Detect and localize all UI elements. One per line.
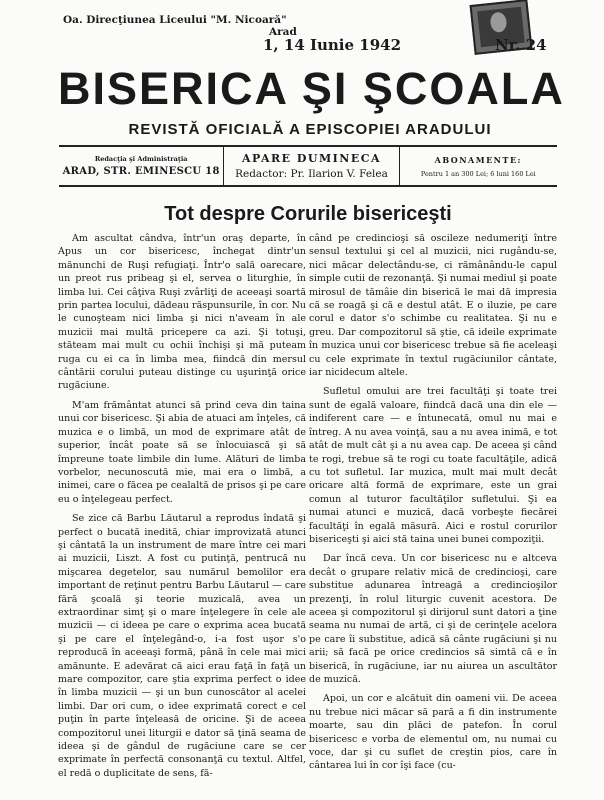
article-paragraph: Sufletul omului are trei facultăţi şi toate trei sunt de egală valoare, fiindcă dacă una din ele — indiferent care — e întunecată, omul nu mai e întreg. A nu avea voinţă, sau a nu avea inimă, e tot atât de mult cât şi a nu avea cap. De aceea şi când te rogi, trebue să te rogi cu toate facultăţile, adică cu tot sufletul. Iar muzica, mult mai mult decât oricare altă formă de exprimare, este un grai comun al tuturor facultăţilor sufletului. Şi ea numai atunci e muzică, dacă vorbeşte fiecărei facultăţi în egală măsură. Aici e rostul corurilor bisericeşti şi aici stă taina unei bunei compoziţii. bbox=[309, 386, 557, 545]
article-paragraph: Am ascultat cândva, într'un oraş departe, în Apus un cor bisericesc, închegat dintr'un mănunchi de Ruşi refugiaţi. Într'o sală oarecare, un preot rus pribeag şi el, servea o liturghie, în limba lui. Cei câţiva Ruşi zvârliţi de aceeaşi soartă prin partea locului, dădeau răspunsurile, în cor. Nu le cunoşteam nici limba şi nici n'aveam în ale muzicii mai multă pricepere ca azi. Şi totuşi, stăteam mai mult cu ochii închişi şi mă puteam ruga cu ei ca în limba mea, fiindcă din mersul cântării corului puteau distinge cu uşurinţă orice rugăciune. bbox=[58, 233, 306, 392]
stamp-line-2: Arad bbox=[269, 26, 297, 38]
article-paragraph: când pe credincioşi să oscileze nedumeriţi între sensul textului şi cel al muzicii, nici rugându-se, nici măcar delectându-se, ci rămânându-le capul simple cutii de rezonanţă. Şi numai mediul şi poate mirosul de tămâie din biserică le mai dă impresia că se roagă şi că e destul atât. E o iluzie, pe care corul e dator s'o schimbe cu realitatea. Şi nu e greu. Dar compozitorul să ştie, că ideile exprimate în muzica unui cor bisericesc trebue să fie aceleaşi cu cele exprimate în textul rugăciunilor cântate, iar nicidecum altele. bbox=[309, 233, 557, 379]
stamp-line-1: Oa. Direcţiunea Liceului "M. Nicoară" bbox=[63, 14, 287, 26]
library-stamp bbox=[63, 14, 297, 38]
info-bar bbox=[59, 145, 557, 187]
article-paragraph: Se zice că Barbu Lăutarul a reprodus îndată şi perfect o bucată inedită, chiar improvizată atunci şi cântată la un instrument de mare între cei mari ai muzicii, Liszt. A fost cu putinţă, pentrucă nu mişcarea degetelor, sau numărul bemolilor era important de reţinut pentru Barbu Lăutarul — care fără şcoală şi teorie muzicală, avea un extraordinar simţ şi o mare înţelegere în cele ale muzicii — ci ideea pe care o exprima acea bucată şi pe care el înţelegând-o, i-a fost uşor s'o reproducă în aceeaşi formă, până în cele mai mici amănunte. E adevărat că aici erau faţă în faţă un mare compozitor, care ştia exprima perfect o idee în limba muzicii — şi un bun cunoscător al acelei limbi. Dar ori cum, o idee exprimată corect e cel puţin în parte înţeleasă de oricine. Şi de aceea compozitorul unei liturgii e dator să ţină seama de ideea şi de gândul de rugăciune care se cer exprimate în perfectă consonanţă cu textul. Altfel, el redă o duplicitate de sens, fă- bbox=[58, 513, 306, 779]
subscriptions-price: Pentru 1 an 300 Lei; 6 luni 160 Lei bbox=[420, 169, 536, 178]
issue-number: Nr. 24 bbox=[495, 36, 547, 54]
appears-label: APARE DUMINECA bbox=[241, 152, 382, 165]
publication-info bbox=[224, 147, 399, 185]
subscriptions-label: ABONAMENTE: bbox=[434, 154, 522, 165]
article-column-left bbox=[58, 232, 306, 780]
article-column-right bbox=[309, 232, 557, 773]
subscriptions bbox=[400, 147, 557, 185]
article-paragraph: Apoi, un cor e alcătuit din oameni vii. De aceea nu trebue nici măcar să pară a fi din instrumente moarte, sau din plăci de patefon. În corul bisericesc e vorba de elementul om, nu numai cu voce, dar şi cu suflet de creştin pios, care în cântarea lui în cor îşi face (cu- bbox=[309, 693, 557, 772]
article-paragraph: M'am frământat atunci să prind ceva din taina unui cor bisericesc. Şi abia de atuaci am înţeles, că muzica e o limbă, un mod de exprimare atât de superior, încât poate să se înlocuiască şi să împreune toate limbile din lume. Alături de limba vorbelor, necunoscută mie, mai era o limbă, a inimei, care o făcea pe cealaltă de prisos şi pe care eu o înţelegeau perfect. bbox=[58, 399, 306, 505]
editor-name: Redactor: Pr. Ilarion V. Felea bbox=[235, 168, 388, 180]
issue-date: 1, 14 Iunie 1942 bbox=[263, 36, 402, 54]
editorial-office bbox=[59, 147, 224, 185]
article-title: Tot despre Corurile bisericeşti bbox=[164, 203, 452, 225]
editorial-address: ARAD, STR. EMINESCU 18 bbox=[62, 166, 220, 177]
editorial-label: Redacţia şi Administraţia bbox=[94, 155, 188, 163]
masthead-subtitle: REVISTĂ OFICIALĂ A EPISCOPIEI ARADULUI bbox=[128, 121, 492, 138]
article-paragraph: Dar încă ceva. Un cor bisericesc nu e altceva decât o grupare relativ mică de credincioşi, care substitue adunarea întreagă a credincioşilor prezenţi, în rolul liturgic cuvenit acestora. De aceea şi compozitorul şi dirijorul sunt datori a ţine seama nu numai de artă, ci şi de cerinţele acelora pe care îi substitue, adică să cânte rugăciuni şi nu arii; să facă pe orice credincios să simtă că e în biserică, în rugăciune, iar nu aiurea un ascultător de muzică. bbox=[309, 553, 557, 685]
masthead-title: BISERICA ŞI ŞCOALA bbox=[58, 63, 565, 114]
